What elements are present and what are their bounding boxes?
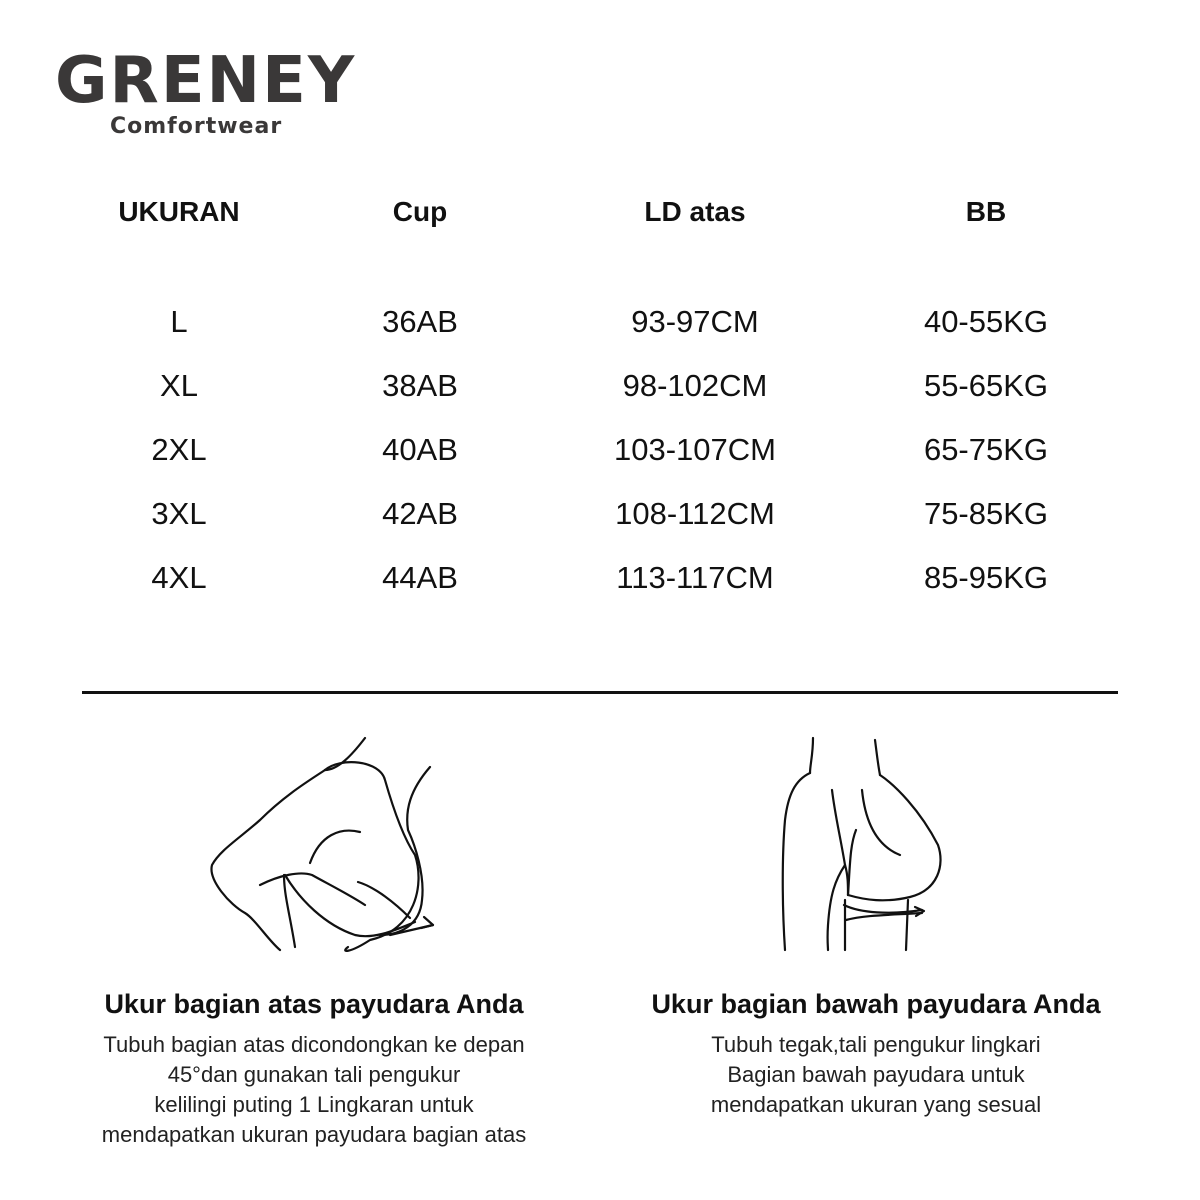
bb-cell: 85-95KG — [923, 560, 1049, 595]
size-table — [0, 190, 1200, 620]
upper-bust-guide — [50, 986, 578, 1150]
under-bust-guide-title: Ukur bagian bawah payudara Anda — [651, 989, 1101, 1019]
header-ukuran: UKURAN — [118, 196, 240, 227]
bb-cell: 65-75KG — [923, 432, 1049, 467]
brand-logo — [55, 46, 356, 138]
ld-cell: 98-102CM — [622, 368, 768, 403]
size-cell: XL — [160, 368, 198, 403]
bb-cell: 75-85KG — [923, 496, 1049, 531]
under-bust-guide-line: Tubuh tegak,tali pengukur lingkari — [711, 1032, 1041, 1057]
under-bust-guide-line: Bagian bawah payudara untuk — [727, 1062, 1025, 1087]
cup-cell: 40AB — [382, 432, 458, 467]
cup-cell: 38AB — [382, 368, 458, 403]
upper-bust-guide-line: 45°dan gunakan tali pengukur — [167, 1062, 461, 1087]
table-row — [0, 428, 1200, 492]
upper-bust-guide-title: Ukur bagian atas payudara Anda — [104, 989, 524, 1019]
cup-cell: 36AB — [382, 304, 458, 339]
size-cell: 4XL — [151, 560, 207, 595]
table-row — [0, 492, 1200, 556]
upper-bust-guide-line: kelilingi puting 1 Lingkaran untuk — [154, 1092, 474, 1117]
cup-cell: 44AB — [382, 560, 458, 595]
ld-cell: 108-112CM — [615, 496, 775, 531]
section-divider — [82, 691, 1118, 694]
size-cell: L — [170, 304, 188, 339]
brand-tagline: Comfortwear — [110, 114, 283, 139]
header-ld-atas: LD atas — [644, 196, 746, 227]
table-row — [0, 300, 1200, 364]
size-table-header — [0, 190, 1200, 300]
size-cell: 2XL — [151, 432, 207, 467]
cup-cell: 42AB — [382, 496, 458, 531]
table-row — [0, 364, 1200, 428]
ld-cell: 103-107CM — [614, 432, 776, 467]
bb-cell: 55-65KG — [923, 368, 1049, 403]
upper-bust-measure-illustration-icon — [200, 735, 450, 955]
upper-bust-guide-line: mendapatkan ukuran payudara bagian atas — [101, 1122, 527, 1147]
size-cell: 3XL — [151, 496, 207, 531]
bb-cell: 40-55KG — [923, 304, 1049, 339]
ld-cell: 113-117CM — [616, 560, 774, 595]
ld-cell: 93-97CM — [631, 304, 759, 339]
under-bust-guide-line: mendapatkan ukuran yang sesual — [710, 1092, 1042, 1117]
upper-bust-guide-line: Tubuh bagian atas dicondongkan ke depan — [103, 1032, 525, 1057]
header-bb: BB — [965, 196, 1007, 227]
brand-name: GRENEY — [55, 44, 357, 118]
table-row — [0, 556, 1200, 620]
header-cup: Cup — [392, 196, 448, 227]
under-bust-guide — [620, 986, 1132, 1120]
under-bust-measure-illustration-icon — [770, 735, 960, 955]
